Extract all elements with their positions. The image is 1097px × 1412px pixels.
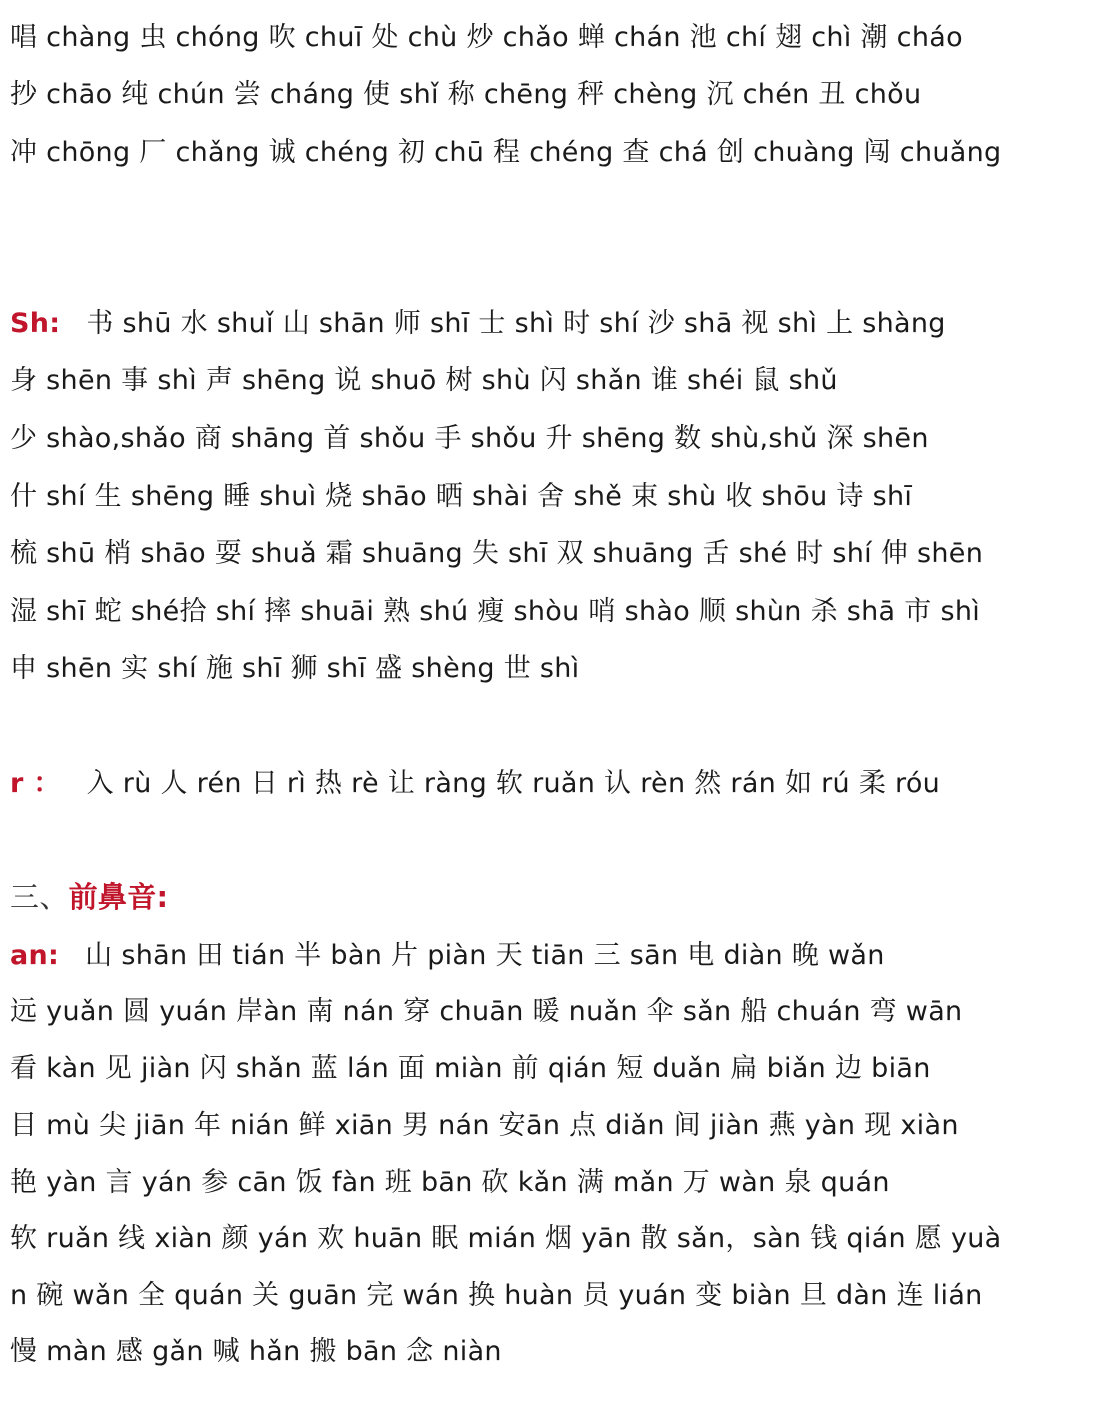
an-line-6: 软 ruǎn 线 xiàn 颜 yán 欢 huān 眠 mián 烟 yān 散 sǎn，sàn 钱 qián 愿 yuà [10, 1223, 1002, 1254]
ch-line-3: 冲 chōng 厂 chǎng 诚 chéng 初 chū 程 chéng 查 chá 创 chuàng 闯 chuǎng [10, 137, 1002, 168]
sh-label: Sh: [10, 308, 61, 339]
sh-text-1: 书 shū 水 shuǐ 山 shān 师 shī 士 shì 时 shí 沙 shā 视 shì 上 shàng [86, 308, 946, 339]
an-line-4: 目 mù 尖 jiān 年 nián 鲜 xiān 男 nán 安ān 点 diǎn 间 jiàn 燕 yàn 现 xiàn [10, 1110, 959, 1141]
an-label: an: [10, 940, 60, 971]
an-line-2: 远 yuǎn 圆 yuán 岸àn 南 nán 穿 chuān 暖 nuǎn 伞 sǎn 船 chuán 弯 wān [10, 996, 963, 1027]
r-line [10, 764, 1095, 804]
r-label: r ： [10, 768, 61, 799]
an-text-1: 山 shān 田 tián 半 bàn 片 piàn 天 tiān 三 sān 电 diàn 晚 wǎn [85, 940, 885, 971]
section-number: 三 [10, 880, 40, 914]
section-title [10, 877, 1095, 917]
sh-line-1 [10, 304, 1095, 344]
sh-line-5: 梳 shū 梢 shāo 耍 shuǎ 霜 shuāng 失 shī 双 shuāng 舌 shé 时 shí 伸 shēn [10, 538, 984, 569]
ch-line-1: 唱 chàng 虫 chóng 吹 chuī 处 chù 炒 chǎo 蝉 chán 池 chí 翅 chì 潮 cháo [10, 22, 963, 53]
an-line-8: 慢 màn 感 gǎn 喊 hǎn 搬 bān 念 niàn [10, 1336, 502, 1367]
sh-line-3: 少 shào,shǎo 商 shāng 首 shǒu 手 shǒu 升 shēng 数 shù,shǔ 深 shēn [10, 423, 929, 454]
section-separator: 、 [39, 880, 69, 914]
section-title-text: 前鼻音: [68, 880, 169, 914]
sh-line-4: 什 shí 生 shēng 睡 shuì 烧 shāo 晒 shài 舍 shě 束 shù 收 shōu 诗 shī [10, 481, 913, 512]
sh-line-2: 身 shēn 事 shì 声 shēng 说 shuō 树 shù 闪 shǎn 谁 shéi 鼠 shǔ [10, 365, 838, 396]
an-line-7: n 碗 wǎn 全 quán 关 guān 完 wán 换 huàn 员 yuán 变 biàn 旦 dàn 连 lián [10, 1280, 983, 1311]
an-line-3: 看 kàn 见 jiàn 闪 shǎn 蓝 lán 面 miàn 前 qián 短 duǎn 扁 biǎn 边 biān [10, 1053, 931, 1084]
sh-line-6: 湿 shī 蛇 shé拾 shí 摔 shuāi 熟 shú 瘦 shòu 哨 shào 顺 shùn 杀 shā 市 shì [10, 596, 981, 627]
an-line-5: 艳 yàn 言 yán 参 cān 饭 fàn 班 bān 砍 kǎn 满 mǎn 万 wàn 泉 quán [10, 1167, 890, 1198]
ch-line-2: 抄 chāo 纯 chún 尝 cháng 使 shǐ 称 chēng 秤 chèng 沉 chén 丑 chǒu [10, 79, 922, 110]
r-text: 入 rù 人 rén 日 rì 热 rè 让 ràng 软 ruǎn 认 rèn 然 rán 如 rú 柔 róu [86, 768, 941, 799]
sh-line-7: 申 shēn 实 shí 施 shī 狮 shī 盛 shèng 世 shì [10, 653, 580, 684]
an-line-1 [10, 936, 1095, 976]
